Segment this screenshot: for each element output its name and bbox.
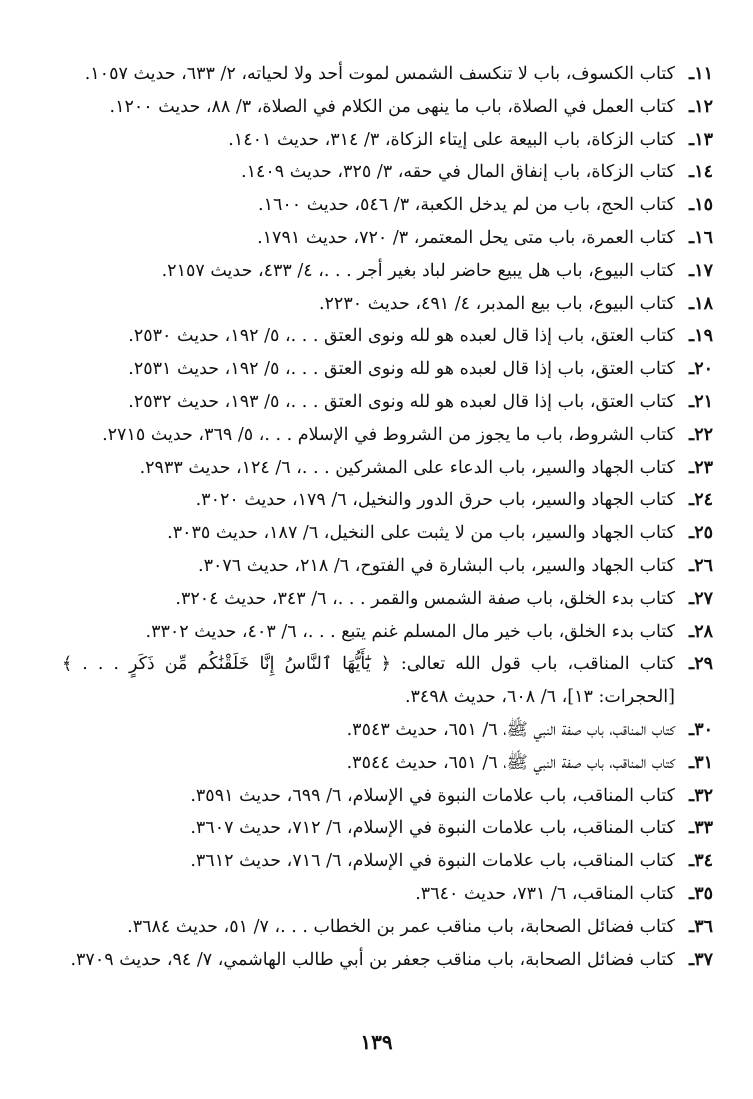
list-item [62, 353, 713, 386]
page-number: ١٣٩ [360, 1030, 393, 1054]
entry-number: ٣٥ـ [689, 883, 713, 904]
entry-text: كتاب المناقب، ٦/ ٧٣١، حديث ٣٦٤٠. [415, 883, 675, 904]
entry-number: ٣٢ـ [689, 785, 713, 806]
list-item [62, 386, 713, 419]
entry-text: كتاب المناقب، باب علامات النبوة في الإسلام، ٦/ ٧١٢، حديث ٣٦٠٧. [190, 818, 675, 839]
list-item [62, 616, 713, 649]
entry-text: كتاب المناقب، باب قول الله تعالى: ﴿ يَٰٓأَيُّهَا ٱلنَّاسُ إِنَّا خَلَقْنَٰكُم مِّن ذَكَرٍ . . . ﴾ [الحجرات: ١٣]، ٦/ ٦٠٨، حديث ٣٤٩٨. [62, 654, 675, 708]
list-item [62, 189, 713, 222]
entry-text: كتاب الجهاد والسير، باب من لا يثبت على النخيل، ٦/ ١٨٧، حديث ٣٠٣٥. [167, 523, 675, 544]
entry-text: كتاب البيوع، باب بيع المدبر، ٤/ ٤٩١، حديث ٢٢٣٠. [318, 293, 675, 314]
entry-number: ١١ـ [689, 64, 713, 84]
list-item [62, 124, 713, 157]
entry-number: ٣٣ـ [689, 818, 713, 839]
list-item [62, 452, 713, 485]
entry-text: كتاب العتق، باب إذا قال لعبده هو لله ونوى العتق . . .، ٥/ ١٩٢، حديث ٢٥٣٠. [128, 326, 675, 347]
list-item [62, 878, 713, 911]
entry-text: كتاب العمرة، باب متى يحل المعتمر، ٣/ ٧٢٠، حديث ١٧٩١. [257, 227, 675, 248]
entry-number: ١٥ـ [689, 195, 713, 216]
list-item [62, 583, 713, 616]
entry-number: ٢٤ـ [689, 490, 713, 511]
list-item [62, 320, 713, 353]
entry-text: كتاب المناقب، باب علامات النبوة في الإسلام، ٦/ ٧١٦، حديث ٣٦١٢. [190, 851, 675, 872]
list-item [62, 222, 713, 255]
entry-text: كتاب الجهاد والسير، باب حرق الدور والنخيل، ٦/ ١٧٩، حديث ٣٠٢٠. [195, 490, 675, 511]
list-item [62, 484, 713, 517]
entry-text: كتاب البيوع، باب هل يبيع حاضر لباد بغير أجر . . .، ٤/ ٤٣٣، حديث ٢١٥٧. [161, 260, 675, 281]
entry-number: ٣٧ـ [689, 949, 713, 970]
list-item [62, 845, 713, 878]
entry-text: كتاب العمل في الصلاة، باب ما ينهى من الكلام في الصلاة، ٣/ ٨٨، حديث ١٢٠٠. [109, 96, 675, 117]
list-item [62, 550, 713, 583]
entry-text: كتاب الزكاة، باب إنفاق المال في حقه، ٣/ ٣٢٥، حديث ١٤٠٩. [241, 162, 675, 183]
references-list [62, 58, 713, 976]
entry-number: ٣٠ـ [689, 719, 713, 740]
entry-text: كتاب العتق، باب إذا قال لعبده هو لله ونوى العتق . . .، ٥/ ١٩٣، حديث ٢٥٣٢. [128, 391, 675, 412]
list-item [62, 780, 713, 813]
entry-number: ٢٥ـ [689, 523, 713, 544]
entry-number: ١٧ـ [689, 260, 713, 281]
entry-number: ٢٩ـ [689, 654, 713, 675]
list-item [62, 911, 713, 944]
entry-text: كتاب فضائل الصحابة، باب مناقب جعفر بن أبي طالب الهاشمي، ٧/ ٩٤، حديث ٣٧٠٩. [70, 949, 675, 970]
entry-text: كتاب الحج، باب من لم يدخل الكعبة، ٣/ ٥٤٦، حديث ١٦٠٠. [258, 195, 675, 216]
entry-number: ١٩ـ [689, 326, 713, 347]
entry-text: كتاب فضائل الصحابة، باب مناقب عمر بن الخطاب . . .، ٧/ ٥١، حديث ٣٦٨٤. [127, 916, 675, 937]
entry-number: ٢٦ـ [689, 555, 713, 576]
entry-number: ١٢ـ [689, 96, 713, 117]
entry-number: ١٨ـ [689, 293, 713, 314]
entry-number: ٢٧ـ [689, 588, 713, 609]
entry-text: كتاب المناقب، باب صفة النبي ﷺ، ٦/ ٦٥١، حديث ٣٥٤٣. [346, 719, 675, 740]
list-item [62, 419, 713, 452]
entry-text: كتاب الجهاد والسير، باب الدعاء على المشركين . . .، ٦/ ١٢٤، حديث ٢٩٣٣. [139, 457, 675, 478]
entry-number: ٣٦ـ [689, 916, 713, 937]
entry-text: كتاب بدء الخلق، باب خير مال المسلم غنم يتبع . . .، ٦/ ٤٠٣، حديث ٣٣٠٢. [145, 621, 675, 642]
list-item [62, 648, 713, 714]
entry-text: كتاب المناقب، باب علامات النبوة في الإسلام، ٦/ ٦٩٩، حديث ٣٥٩١. [190, 785, 675, 806]
entry-text: كتاب العتق، باب إذا قال لعبده هو لله ونوى العتق . . .، ٥/ ١٩٢، حديث ٢٥٣١. [128, 359, 675, 380]
entry-number: ١٦ـ [689, 227, 713, 248]
list-item [62, 255, 713, 288]
list-item [62, 714, 713, 747]
list-item [62, 944, 713, 977]
list-item [62, 812, 713, 845]
entry-text: كتاب الجهاد والسير، باب البشارة في الفتوح، ٦/ ٢١٨، حديث ٣٠٧٦. [198, 555, 675, 576]
entry-number: ٢٠ـ [689, 359, 713, 380]
entry-number: ٢٢ـ [689, 424, 713, 445]
list-item [62, 747, 713, 780]
entry-text: كتاب الزكاة، باب البيعة على إيتاء الزكاة، ٣/ ٣١٤، حديث ١٤٠١. [228, 129, 675, 150]
entry-number: ٢٨ـ [689, 621, 713, 642]
list-item [62, 288, 713, 321]
entry-number: ٣٤ـ [689, 851, 713, 872]
entry-number: ١٤ـ [689, 162, 713, 183]
entry-number: ١٣ـ [689, 129, 713, 150]
list-item [62, 156, 713, 189]
entry-number: ٣١ـ [689, 752, 713, 773]
list-item [62, 517, 713, 550]
entry-number: ٢٣ـ [689, 457, 713, 478]
entry-number: ٢١ـ [689, 391, 713, 412]
entry-text: كتاب الشروط، باب ما يجوز من الشروط في الإسلام . . .، ٥/ ٣٦٩، حديث ٢٧١٥. [102, 424, 675, 445]
entry-text: كتاب الكسوف، باب لا تنكسف الشمس لموت أحد ولا لحياته، ٢/ ٦٣٣، حديث ١٠٥٧. [84, 64, 675, 84]
entry-text: كتاب بدء الخلق، باب صفة الشمس والقمر . . .، ٦/ ٣٤٣، حديث ٣٢٠٤. [175, 588, 675, 609]
list-item [62, 58, 713, 91]
list-item [62, 91, 713, 124]
entry-text: كتاب المناقب، باب صفة النبي ﷺ، ٦/ ٦٥١، حديث ٣٥٤٤. [346, 752, 675, 773]
